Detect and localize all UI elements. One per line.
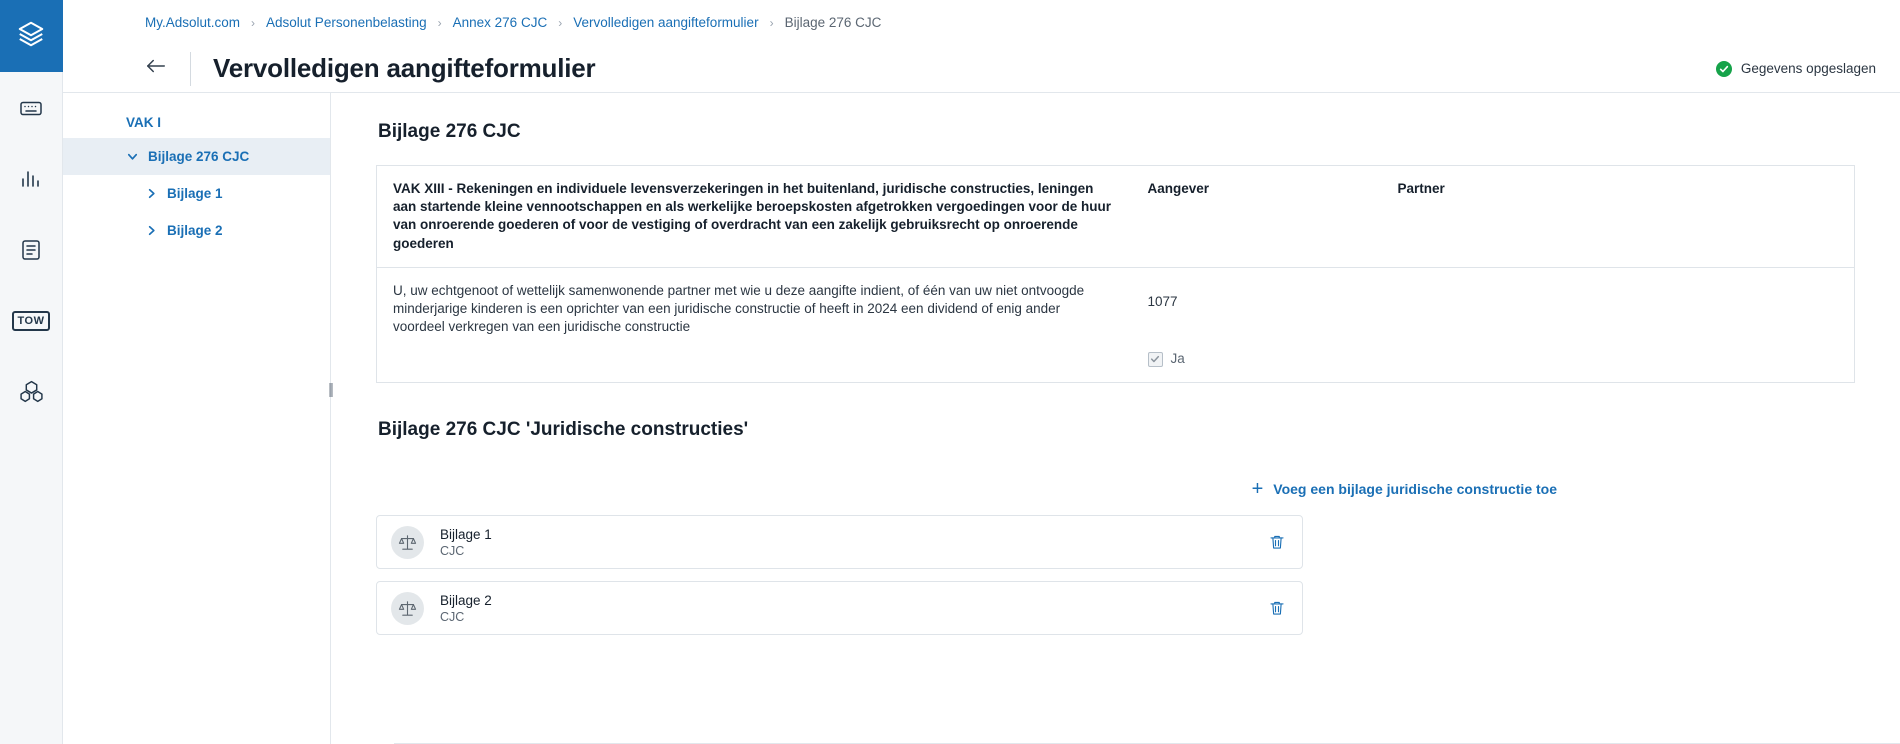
column-header-partner: Partner	[1382, 166, 1855, 268]
trash-icon[interactable]	[1266, 597, 1288, 619]
sidebar-item-bijlage-1[interactable]	[63, 175, 330, 212]
section-title: Bijlage 276 CJC	[378, 121, 521, 142]
breadcrumb-item-0[interactable]: My.Adsolut.com	[145, 15, 241, 30]
breadcrumb-separator: ›	[251, 15, 256, 30]
document-icon	[19, 238, 43, 262]
arrow-left-icon	[145, 57, 167, 80]
trash-icon[interactable]	[1266, 531, 1288, 553]
breadcrumb-item-2[interactable]: Annex 276 CJC	[452, 15, 548, 30]
checkbox-label: Ja	[1170, 351, 1185, 367]
construction-list	[376, 515, 1855, 635]
scales-icon	[391, 526, 424, 559]
main-body	[63, 0, 1900, 744]
chart-icon	[19, 167, 43, 191]
vak-table	[376, 165, 1855, 383]
modules-icon	[19, 379, 44, 404]
sidebar-splitter-handle[interactable]: ||	[328, 380, 332, 398]
column-header-description: VAK XIII - Rekeningen en individuele levensverzekeringen in het buitenland, juridische constructies, leningen aan startende kleine vennootschappen en als werkelijke beroepskosten afgetrokken vergoedingen voor de huur van onroerende goederen of voor de vestiging of overdracht van een zakelijk gebruiksrecht op onroerende goederen	[377, 166, 1132, 268]
chevron-right-icon[interactable]	[145, 224, 158, 237]
tow-icon: TOW	[12, 311, 51, 331]
sidebar-section-label: VAK I	[126, 115, 162, 130]
table-row	[377, 267, 1855, 382]
list-item-subtitle: CJC	[440, 543, 465, 558]
breadcrumb	[63, 0, 1900, 45]
breadcrumb-item-4: Bijlage 276 CJC	[784, 15, 882, 30]
rail-item-layers[interactable]	[0, 0, 63, 72]
sidebar-item-bijlage-276-cjc[interactable]	[63, 138, 330, 175]
plus-icon: +	[1251, 478, 1264, 501]
add-construction-button[interactable]	[1252, 479, 1855, 499]
breadcrumb-item-3[interactable]: Vervolledigen aangifteformulier	[573, 15, 759, 30]
sidebar-item-label: Bijlage 276 CJC	[148, 149, 250, 164]
row-description: U, uw echtgenoot of wettelijk samenwonende partner met wie u deze aangifte indient, of één van uw niet ontvoogde minderjarige kinderen is een oprichter van een juridische constructie of heeft in 2024 een dividend of enig ander voordeel verkregen van een juridische constructie	[393, 282, 1085, 335]
vak-table-body	[377, 267, 1855, 382]
rail-item-tow[interactable]	[0, 285, 63, 356]
breadcrumb-separator: ›	[437, 15, 442, 30]
form-panel	[331, 93, 1900, 744]
row-code: 1077	[1147, 293, 1178, 309]
save-status	[1716, 61, 1876, 77]
vak-table-head	[377, 166, 1855, 268]
rail-item-keyboard[interactable]	[0, 72, 63, 143]
checkbox-ja[interactable]	[1148, 352, 1163, 367]
breadcrumb-separator: ›	[558, 15, 563, 30]
keyboard-icon	[19, 96, 43, 120]
breadcrumb-separator: ›	[769, 15, 774, 30]
list-item-texts	[440, 593, 492, 624]
table-header-row	[377, 166, 1855, 268]
page-title: Vervolledigen aangifteformulier	[213, 53, 596, 83]
scales-icon	[391, 592, 424, 625]
sidebar-item-label: Bijlage 2	[167, 223, 223, 238]
tree-sidebar	[63, 93, 331, 744]
column-header-aangever: Aangever	[1132, 166, 1382, 268]
check-circle-icon	[1716, 61, 1732, 77]
rail-item-modules[interactable]	[0, 356, 63, 427]
list-item-title: Bijlage 1	[440, 526, 492, 542]
list-item-subtitle: CJC	[440, 609, 465, 624]
layers-icon	[16, 19, 46, 54]
back-button[interactable]	[145, 58, 167, 80]
title-bar	[63, 45, 1900, 92]
list-item-title: Bijlage 2	[440, 592, 492, 608]
title-divider	[190, 52, 191, 86]
add-row	[376, 479, 1855, 499]
sidebar-item-bijlage-2[interactable]	[63, 212, 330, 249]
constructions-title: Bijlage 276 CJC 'Juridische constructies'	[378, 419, 749, 441]
list-item[interactable]	[376, 581, 1303, 635]
rail-item-documents[interactable]	[0, 214, 63, 285]
add-construction-label: Voeg een bijlage juridische constructie toe	[1273, 481, 1557, 498]
list-item[interactable]	[376, 515, 1303, 569]
chevron-right-icon[interactable]	[145, 187, 158, 200]
list-item-texts	[440, 527, 492, 558]
save-status-label: Gegevens opgeslagen	[1740, 61, 1876, 76]
content-area	[63, 92, 1900, 744]
icon-rail	[0, 0, 63, 744]
chevron-down-icon[interactable]	[126, 150, 139, 163]
sidebar-item-label: Bijlage 1	[167, 186, 223, 201]
row-checkbox-cell[interactable]	[1132, 325, 1382, 382]
breadcrumb-item-1[interactable]: Adsolut Personenbelasting	[266, 15, 427, 30]
rail-item-statistics[interactable]	[0, 143, 63, 214]
